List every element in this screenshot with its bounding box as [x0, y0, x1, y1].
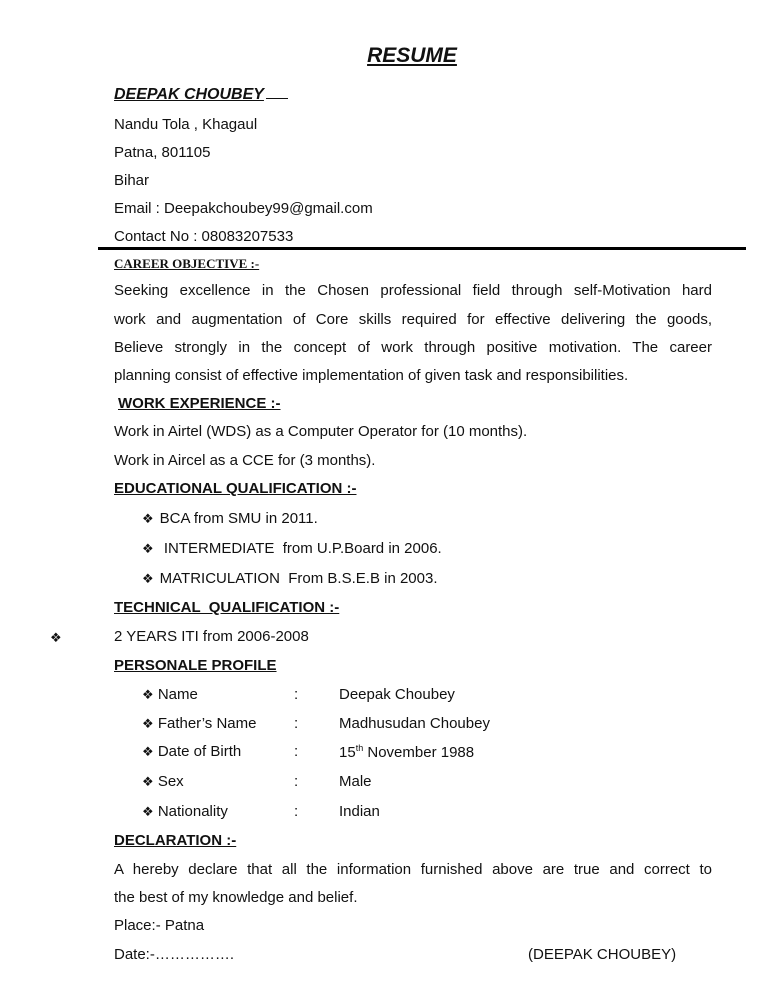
profile-value: Deepak Choubey	[339, 686, 455, 703]
address-line-2: Patna, 801105	[114, 144, 211, 161]
education-item-text: INTERMEDIATE from U.P.Board in 2006.	[159, 540, 442, 557]
personal-profile-heading: PERSONALE PROFILE	[114, 657, 277, 674]
dob-day: 15	[339, 744, 356, 761]
profile-label	[142, 715, 256, 732]
education-item-text: MATRICULATION From B.S.E.B in 2003.	[159, 570, 438, 587]
declaration-line: the best of my knowledge and belief.	[114, 889, 358, 906]
header-divider	[98, 247, 746, 250]
profile-label-text: Father’s Name	[157, 715, 257, 732]
declaration-line: A hereby declare that all the information furnished above are true and correct to	[114, 861, 712, 878]
profile-value	[339, 743, 474, 761]
address-line-1: Nandu Tola , Khagaul	[114, 116, 258, 133]
date-line: Date:-…………….	[114, 946, 235, 963]
bullet-diamond-icon: ❖	[142, 716, 154, 731]
career-objective-heading: CAREER OBJECTIVE :-	[114, 256, 260, 271]
profile-label	[142, 686, 198, 703]
signature: (DEEPAK CHOUBEY)	[528, 946, 677, 963]
career-objective-line: work and augmentation of Core skills required for effective delivering the goods,	[114, 311, 712, 328]
bullet-diamond-icon: ❖	[142, 804, 154, 819]
profile-label	[142, 803, 228, 820]
resume-title: RESUME	[367, 44, 457, 67]
profile-label-text: Name	[157, 686, 198, 703]
technical-qualification-heading: TECHNICAL QUALIFICATION :-	[114, 599, 340, 616]
career-objective-line: Believe strongly in the concept of work through positive motivation. The career	[114, 339, 712, 356]
work-experience-heading: WORK EXPERIENCE :-	[118, 395, 281, 412]
place-line: Place:- Patna	[114, 917, 205, 934]
dob-suffix: th	[355, 743, 364, 753]
contact-line: Contact No : 08083207533	[114, 228, 294, 245]
education-item	[142, 570, 438, 587]
bullet-diamond-icon: ❖	[142, 774, 154, 789]
dob-rest: November 1988	[363, 744, 475, 761]
name-underline-trail	[266, 84, 288, 99]
declaration-heading: DECLARATION :-	[114, 832, 237, 849]
education-item-text: BCA from SMU in 2011.	[159, 510, 318, 527]
bullet-diamond-icon: ❖	[142, 541, 154, 556]
profile-colon: :	[294, 743, 299, 760]
candidate-name-text: DEEPAK CHOUBEY	[114, 86, 264, 103]
bullet-diamond-icon: ❖	[142, 511, 154, 526]
career-objective-line: planning consist of effective implementation of given task and responsibilities.	[114, 367, 629, 384]
profile-colon: :	[294, 715, 299, 732]
technical-bullet	[50, 629, 62, 647]
profile-colon: :	[294, 686, 299, 703]
profile-label	[142, 773, 184, 790]
work-experience-item: Work in Aircel as a CCE for (3 months).	[114, 452, 376, 469]
candidate-name	[114, 84, 288, 104]
address-line-3: Bihar	[114, 172, 150, 189]
career-objective-line: Seeking excellence in the Chosen professional field through self-Motivation hard	[114, 282, 712, 299]
bullet-diamond-icon: ❖	[142, 687, 154, 702]
profile-colon: :	[294, 803, 299, 820]
email-line: Email : Deepakchoubey99@gmail.com	[114, 200, 373, 217]
education-item	[142, 510, 318, 527]
bullet-diamond-icon: ❖	[142, 744, 154, 759]
profile-label	[142, 743, 241, 760]
profile-label-text: Date of Birth	[157, 743, 242, 760]
education-item	[142, 540, 442, 557]
educational-qualification-heading: EDUCATIONAL QUALIFICATION :-	[114, 480, 357, 497]
profile-colon: :	[294, 773, 299, 790]
profile-value: Male	[339, 773, 372, 790]
bullet-diamond-icon: ❖	[142, 571, 154, 586]
profile-value: Indian	[339, 803, 380, 820]
work-experience-item: Work in Airtel (WDS) as a Computer Operator for (10 months).	[114, 423, 528, 440]
profile-value: Madhusudan Choubey	[339, 715, 490, 732]
profile-label-text: Nationality	[157, 803, 228, 820]
bullet-diamond-icon: ❖	[50, 630, 62, 645]
technical-item: 2 YEARS ITI from 2006-2008	[114, 628, 309, 645]
profile-label-text: Sex	[157, 773, 184, 790]
